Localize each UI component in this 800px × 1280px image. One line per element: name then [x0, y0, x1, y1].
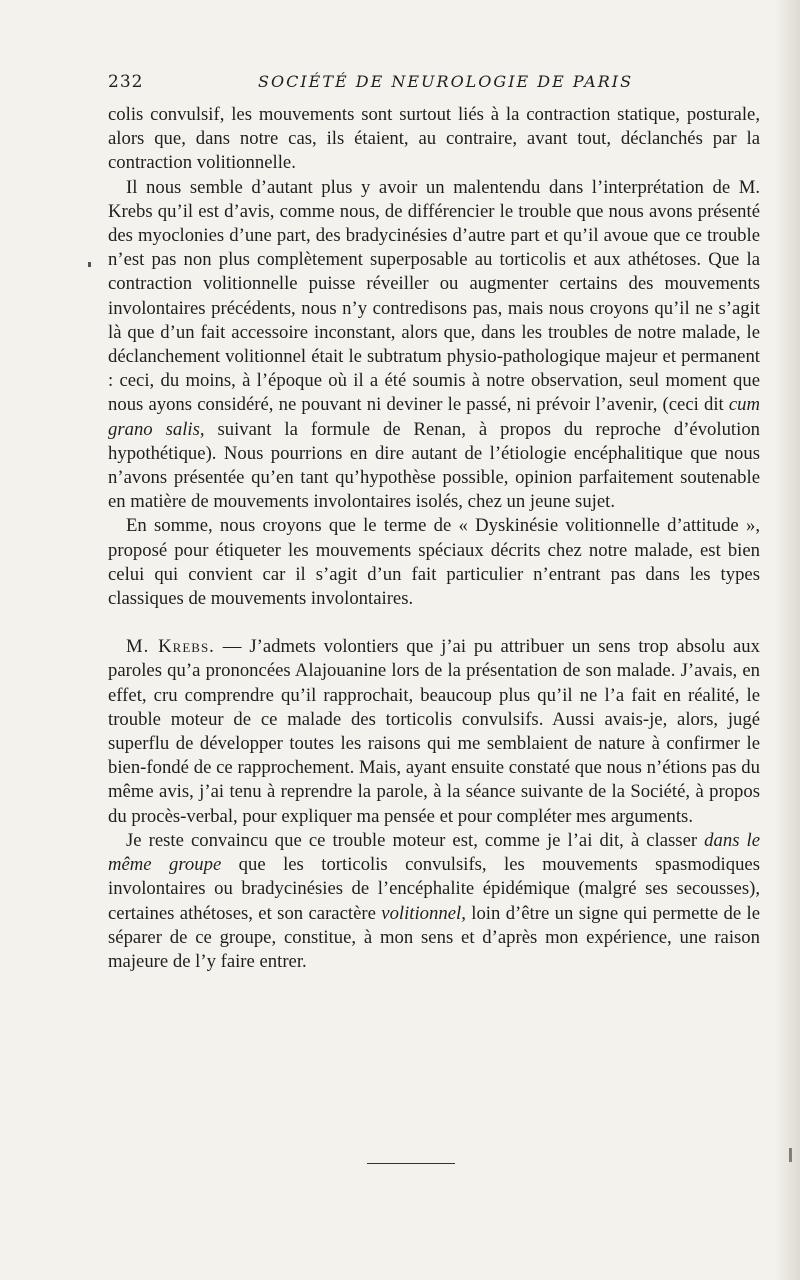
- paragraph-5-start: Je reste convaincu que ce trouble moteur est, comme je l’ai dit, à classer: [126, 829, 705, 851]
- paragraph-2-italic: cum grano salis: [108, 394, 760, 440]
- margin-mark: [88, 262, 91, 267]
- paragraph-5-italic-1: dans le même groupe: [108, 829, 760, 876]
- paragraph-krebs: [108, 635, 760, 829]
- paragraph-2: [108, 176, 760, 515]
- paragraph-2-text: Il nous semble d’autant plus y avoir un malentendu dans l’interprétation de M. Krebs qu’il est d’avis, comme nous, de différencier le trouble que nous avons présenté des myoclonies d’une part, des bradycinésies d’autre part et qu’il avoue que ce trouble n’est pas non plus complètement superposable au torticolis et aux athétoses. Que la contraction volitionnelle puisse réveiller ou augmenter certains des mouvements involontaires précédents, nous n’y contredisons pas, mais nous croyons qu’il ne s’agit là que d’un fait accessoire inconstant, alors que, dans les troubles de notre malade, le déclanchement volitionnel était le subtratum physio-pathologique majeur et permanent : ceci, du moins, à l’époque où il a été soumis à notre observation, seul moment que nous ayons considéré, ne pouvant ni deviner le passé, ni prévoir l’avenir, (ceci dit: [108, 176, 760, 416]
- speaker-name: M. Krebs.: [126, 636, 215, 658]
- page-header: [108, 72, 760, 96]
- paragraph-5-end: loin d’être un signe qui permette de le séparer de ce groupe, constitue, à mon sens et d’après mon expérience, une raison majeure de l’y faire entrer.: [108, 902, 760, 972]
- paragraph-1: colis convulsif, les mouvements sont surtout liés à la contraction statique, posturale, alors que, dans notre cas, ils étaient, au contraire, avant tout, déclanchés par la contraction volitionnelle.: [108, 104, 760, 174]
- paragraph-5: [108, 829, 760, 974]
- running-head: SOCIÉTÉ DE NEUROLOGIE DE PARIS: [258, 72, 634, 91]
- body-text: [108, 103, 760, 974]
- paragraph-3: En somme, nous croyons que le terme de « Dyskinésie volitionnelle d’attitude », proposé pour étiqueter les mouvements spéciaux décrits chez notre malade, est bien celui qui convient car il s’agit d’un fait particulier n’entrant pas dans les types classiques de mouvements involontaires.: [108, 515, 760, 610]
- paragraph-5-italic-2: volitionnel,: [381, 902, 466, 924]
- scan-shadow: [774, 0, 800, 1280]
- section-rule: [367, 1163, 455, 1164]
- paragraph-krebs-text: — J’admets volontiers que j’ai pu attribuer un sens trop absolu aux paroles qu’a prononcées Alajouanine lors de la présentation de son malade. J’avais, en effet, cru comprendre qu’il rapprochait, beaucoup plus qu’il ne l’a fait en réalité, le trouble moteur de ce malade des torticolis convulsifs. Aussi avais-je, alors, jugé superflu de développer toutes les raisons qui me semblaient de nature à confirmer le bien-fondé de ce rapprochement. Mais, ayant ensuite constaté que nous n’étions pas du même avis, j’ai tenu à reprendre la parole, à la séance suivante de la Société, à propos du procès-verbal, pour expliquer ma pensée et pour compléter mes arguments.: [108, 636, 760, 827]
- paragraph-2-end: , suivant la formule de Renan, à propos du reproche d’évolution hypothétique). Nous pourrions en dire autant de l’étiologie encéphalitique que nous n’avons présentée qu’en tant qu’hypothèse possible, opinion parfaitement soutenable en matière de mouvements involontaires isolés, chez un jeune sujet.: [108, 418, 761, 513]
- paragraph-5-mid: que les torticolis convulsifs, les mouvements spasmodiques involontaires ou bradycinésies de l’encéphalite épidémique (malgré ses secousses), certaines athétoses, et son caractère: [108, 854, 760, 924]
- page-number: 232: [108, 72, 144, 92]
